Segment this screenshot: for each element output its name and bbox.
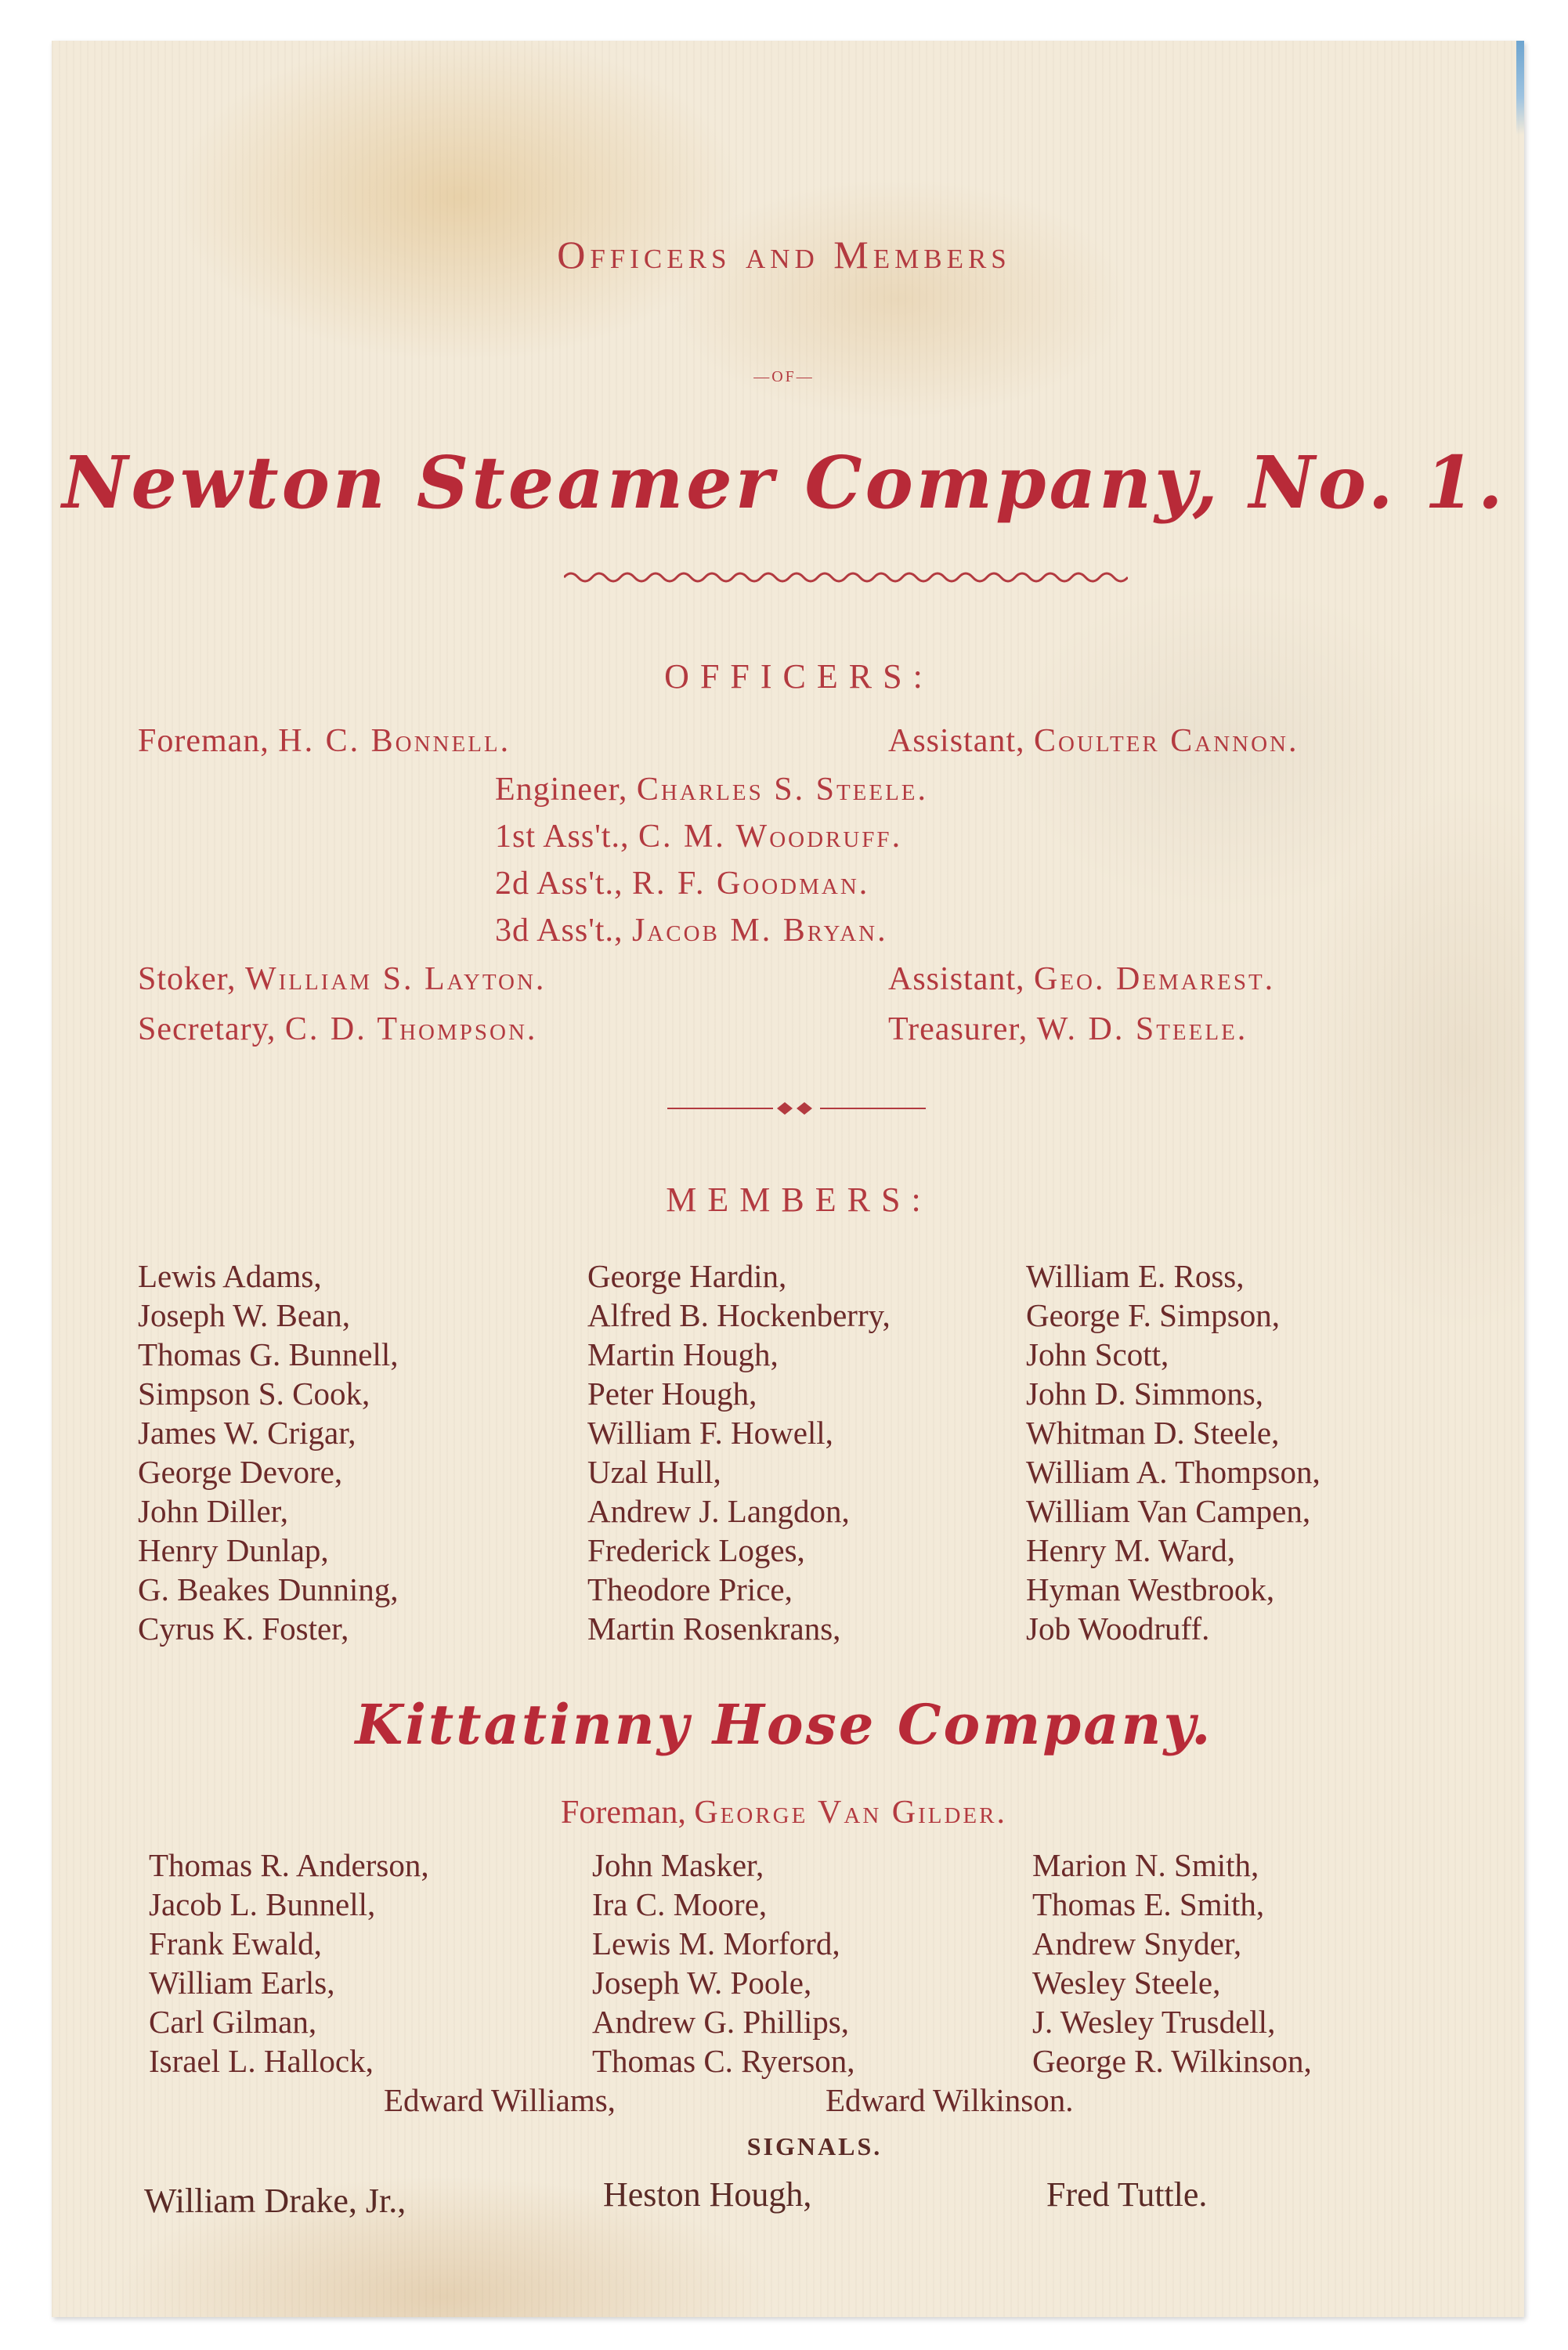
- member-name: Thomas G. Bunnell,: [138, 1336, 399, 1372]
- member-name: Alfred B. Hockenberry,: [587, 1297, 891, 1333]
- hose-member-edward-wilkinson: Edward Wilkinson.: [826, 2082, 1074, 2118]
- member-name: Lewis Adams,: [138, 1258, 322, 1294]
- member-name: Martin Hough,: [587, 1336, 779, 1372]
- hose-member-name: John Masker,: [592, 1847, 764, 1883]
- foreman-name: George Van Gilder.: [694, 1795, 1007, 1831]
- member-name: Peter Hough,: [587, 1376, 757, 1412]
- officer-name: H. C. Bonnell.: [278, 723, 511, 759]
- member-name: Simpson S. Cook,: [138, 1376, 370, 1412]
- signals-heading: SIGNALS.: [746, 2132, 883, 2160]
- member-name: William A. Thompson,: [1026, 1454, 1321, 1490]
- officer-role: Assistant,: [888, 723, 1025, 759]
- officer-name: Jacob M. Bryan.: [631, 913, 888, 949]
- officer-name: William S. Layton.: [244, 961, 547, 997]
- member-name: John D. Simmons,: [1026, 1376, 1263, 1412]
- officer-role: 2d Ass't.,: [495, 866, 623, 902]
- hose-member-name: Andrew G. Phillips,: [592, 2004, 849, 2040]
- officer-role: 3d Ass't.,: [495, 913, 623, 949]
- officer-3d-assistant: [495, 912, 888, 949]
- officer-secretary: [138, 1010, 537, 1048]
- hose-member-edward-williams: Edward Williams,: [384, 2082, 616, 2118]
- hose-member-name: Lewis M. Morford,: [592, 1925, 840, 1961]
- member-name: Job Woodruff.: [1026, 1611, 1210, 1647]
- kittatinny-title: Kittatinny Hose Company.: [355, 1692, 1213, 1757]
- officer-1st-assistant: [495, 818, 902, 855]
- member-name: James W. Crigar,: [138, 1415, 356, 1451]
- kittatinny-foreman: [561, 1794, 1007, 1831]
- officer-stoker: [138, 960, 546, 998]
- hose-member-name: William Earls,: [149, 1965, 335, 2001]
- member-name: Theodore Price,: [587, 1571, 793, 1607]
- officer-foreman: [138, 722, 511, 760]
- hose-member-name: J. Wesley Trusdell,: [1032, 2004, 1276, 2040]
- member-name: Uzal Hull,: [587, 1454, 721, 1490]
- officer-name: Coulter Cannon.: [1034, 723, 1299, 759]
- hose-member-name: Thomas R. Anderson,: [149, 1847, 429, 1883]
- officers-heading: OFFICERS:: [664, 657, 934, 696]
- signal-name: Fred Tuttle.: [1046, 2175, 1208, 2214]
- hose-member-name: Joseph W. Poole,: [592, 1965, 812, 2001]
- officer-name: W. D. Steele.: [1036, 1011, 1248, 1047]
- member-name: Cyrus K. Foster,: [138, 1611, 349, 1647]
- member-name: George Hardin,: [587, 1258, 787, 1294]
- member-name: John Scott,: [1026, 1336, 1169, 1372]
- hose-member-name: George R. Wilkinson,: [1032, 2043, 1312, 2079]
- officer-role: Foreman,: [138, 723, 269, 759]
- hose-member-name: Carl Gilman,: [149, 2004, 317, 2040]
- member-name: Andrew J. Langdon,: [587, 1493, 850, 1529]
- divider-ornament: [667, 1099, 926, 1118]
- officer-treasurer: [888, 1010, 1248, 1048]
- wavy-rule-ornament: [564, 566, 1128, 589]
- officer-role: Engineer,: [495, 772, 628, 808]
- paper-edge-background: [1516, 41, 1524, 135]
- hose-column-2: [592, 1846, 854, 2081]
- officer-name: C. D. Thompson.: [284, 1011, 538, 1047]
- officer-name: C. M. Woodruff.: [638, 819, 903, 855]
- member-name: Whitman D. Steele,: [1026, 1415, 1280, 1451]
- officer-role: Secretary,: [138, 1011, 276, 1047]
- officer-role: Treasurer,: [888, 1011, 1028, 1047]
- hose-member-name: Thomas E. Smith,: [1032, 1886, 1265, 1922]
- members-column-2: [587, 1256, 891, 1648]
- hose-member-name: Andrew Snyder,: [1032, 1925, 1242, 1961]
- officer-role: 1st Ass't.,: [495, 819, 630, 855]
- members-column-1: [138, 1256, 399, 1648]
- hose-member-name: Thomas C. Ryerson,: [592, 2043, 855, 2079]
- officer-name: R. F. Goodman.: [631, 866, 870, 902]
- officer-engineer: [495, 771, 928, 808]
- member-name: George Devore,: [138, 1454, 343, 1490]
- member-name: Joseph W. Bean,: [138, 1297, 351, 1333]
- hose-member-name: Ira C. Moore,: [592, 1886, 768, 1922]
- member-name: William F. Howell,: [587, 1415, 833, 1451]
- officer-role: Assistant,: [888, 961, 1025, 997]
- hose-column-1: [149, 1846, 429, 2081]
- officer-2d-assistant: [495, 865, 869, 902]
- signal-name: William Drake, Jr.,: [144, 2182, 406, 2220]
- hose-member-name: Jacob L. Bunnell,: [149, 1886, 376, 1922]
- member-name: Frederick Loges,: [587, 1532, 805, 1568]
- foreman-role: Foreman,: [561, 1795, 686, 1831]
- officer-name: Geo. Demarest.: [1034, 961, 1276, 997]
- member-name: G. Beakes Dunning,: [138, 1571, 399, 1607]
- hose-member-name: Wesley Steele,: [1032, 1965, 1221, 2001]
- officer-role: Stoker,: [138, 961, 237, 997]
- header-of: —OF—: [753, 368, 815, 385]
- signal-name: Heston Hough,: [603, 2175, 812, 2214]
- hose-member-name: Marion N. Smith,: [1032, 1847, 1259, 1883]
- member-name: Henry M. Ward,: [1026, 1532, 1235, 1568]
- member-name: Hyman Westbrook,: [1026, 1571, 1275, 1607]
- page-title: Newton Steamer Company, No. 1.: [62, 440, 1506, 525]
- header-officers-and-members: Officers and Members: [557, 233, 1011, 277]
- member-name: John Diller,: [138, 1493, 288, 1529]
- members-heading: MEMBERS:: [666, 1180, 932, 1219]
- member-name: Henry Dunlap,: [138, 1532, 329, 1568]
- hose-member-name: Israel L. Hallock,: [149, 2043, 374, 2079]
- officer-assistant: [888, 722, 1299, 760]
- officer-name: Charles S. Steele.: [636, 772, 929, 808]
- hose-column-3: [1032, 1846, 1312, 2081]
- hose-member-name: Frank Ewald,: [149, 1925, 322, 1961]
- officer-stoker-assistant: [888, 960, 1275, 998]
- member-name: William E. Ross,: [1026, 1258, 1245, 1294]
- member-name: Martin Rosenkrans,: [587, 1611, 841, 1647]
- member-name: George F. Simpson,: [1026, 1297, 1280, 1333]
- member-name: William Van Campen,: [1026, 1493, 1311, 1529]
- members-column-3: [1026, 1256, 1321, 1648]
